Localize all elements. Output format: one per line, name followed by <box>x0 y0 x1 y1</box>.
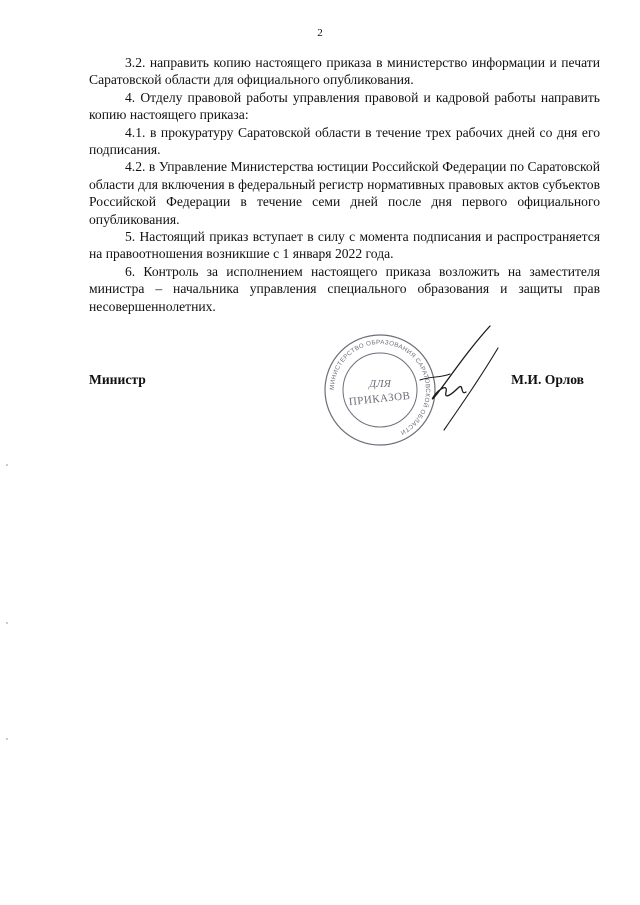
order-body-text <box>89 54 600 315</box>
paragraph-4-2: 4.2. в Управление Министерства юстиции Российской Федерации по Саратовской области для включения в федеральный регистр нормативных правовых актов субъектов Российской Федерации в течение семи дней после дня первого официального опубликования. <box>89 159 600 227</box>
stamp-ring-text: МИНИСТЕРСТВО ОБРАЗОВАНИЯ САРАТОВСКОЙ ОБЛАСТИ <box>328 338 432 436</box>
signature-stroke-tail <box>444 348 498 430</box>
signature-stroke-cross <box>420 374 450 380</box>
signature-stroke-main <box>432 326 490 399</box>
paragraph-6: 6. Контроль за исполнением настоящего приказа возложить на заместителя министра – начальника управления специального образования и защиты прав несовершеннолетних. <box>89 263 600 314</box>
stamp-center-line1: ДЛЯ <box>369 378 391 390</box>
handwritten-signature <box>400 318 510 438</box>
paragraph-4-1: 4.1. в прокуратуру Саратовской области в течение трех рабочих дней со дня его подписания. <box>89 124 600 158</box>
paragraph-5: 5. Настоящий приказ вступает в силу с момента подписания и распространяется на правоотношения возникшие с 1 января 2022 года. <box>89 229 600 262</box>
paragraph-4: 4. Отделу правовой работы управления правовой и кадровой работы направить копию настоящего приказа: <box>89 89 600 123</box>
scan-artifact-dot <box>6 622 8 624</box>
signatory-name: М.И. Орлов <box>511 372 584 387</box>
signatory-title: Министр <box>89 372 146 387</box>
scan-artifact-dot <box>6 738 8 740</box>
page-number: 2 <box>317 27 323 39</box>
scan-artifact-dot <box>6 464 8 466</box>
paragraph-3-2: 3.2. направить копию настоящего приказа в министерство информации и печати Саратовской области для официального опубликования. <box>89 55 600 88</box>
stamp-center-line2: ПРИКАЗОВ <box>348 389 412 409</box>
